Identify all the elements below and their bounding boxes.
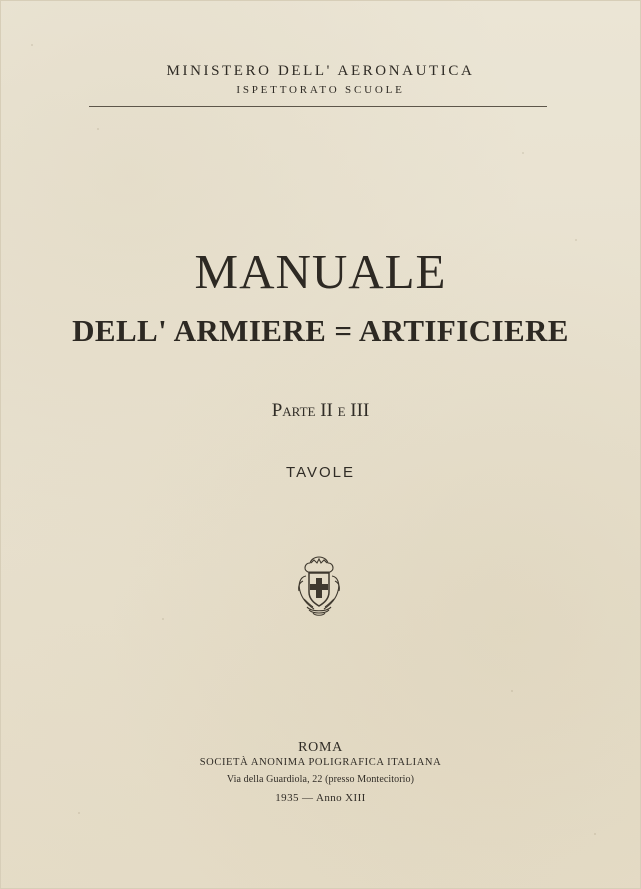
section-label: TAVOLE xyxy=(286,464,355,481)
paper-speck xyxy=(575,239,577,241)
royal-coat-of-arms-icon xyxy=(289,553,349,619)
paper-speck xyxy=(522,152,524,154)
paper-speck xyxy=(594,833,596,835)
parts-label: Parte II e III xyxy=(271,400,370,421)
manual-title: MANUALE xyxy=(194,244,447,299)
paper-speck xyxy=(31,44,33,46)
publisher-city: ROMA xyxy=(298,740,343,755)
header-divider xyxy=(89,106,547,107)
publisher-address: Via della Guardiola, 22 (presso Montecitorio) xyxy=(226,774,415,785)
paper-speck xyxy=(511,690,513,692)
paper-speck xyxy=(97,128,99,130)
paper-speck xyxy=(78,812,80,814)
ministry-title: MINISTERO DELL' AERONAUTICA xyxy=(166,63,475,79)
inspectorate-subtitle: ISPETTORATO SCUOLE xyxy=(236,84,405,96)
publisher-name: SOCIETÀ ANONIMA POLIGRAFICA ITALIANA xyxy=(199,757,442,768)
manual-subtitle: DELL' ARMIERE = ARTIFICIERE xyxy=(72,313,569,348)
publication-date: 1935 — Anno XIII xyxy=(275,792,366,804)
paper-speck xyxy=(162,618,164,620)
